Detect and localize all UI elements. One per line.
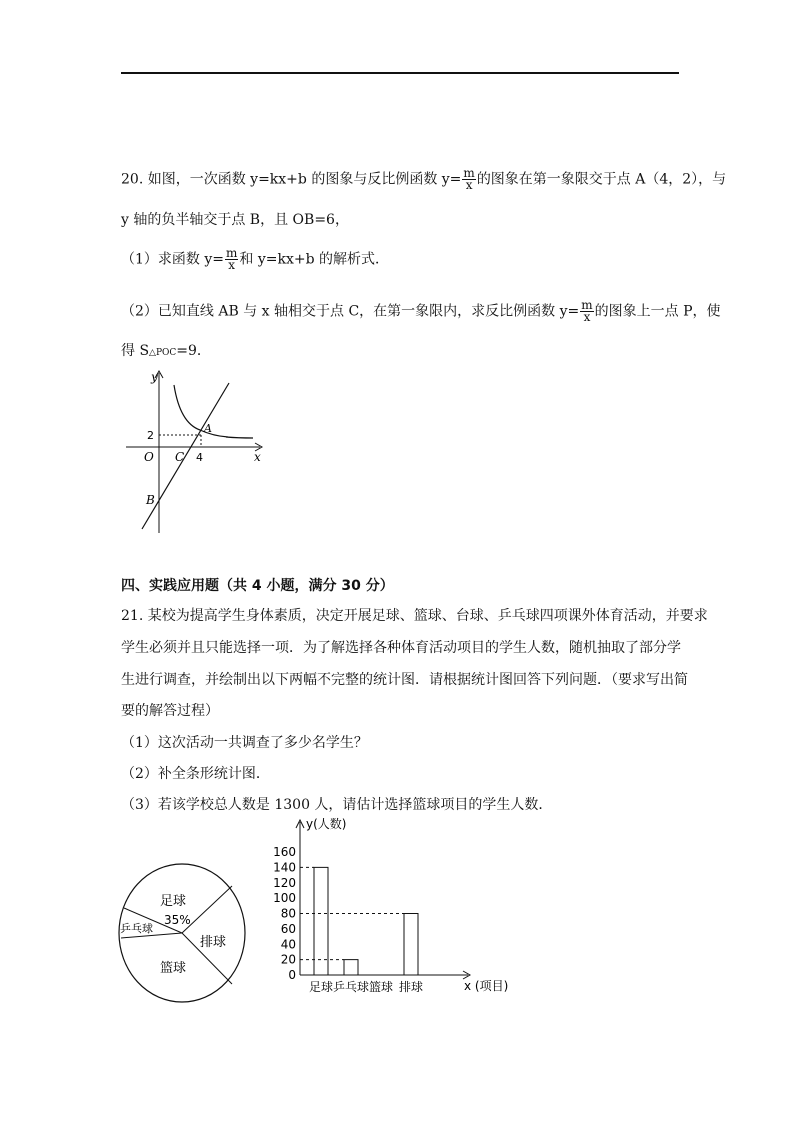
q21-sub-2: （2）补全条形统计图．	[121, 766, 270, 782]
label-b: B	[146, 493, 155, 507]
q20-part-2: （2）已知直线 AB 与 x 轴相交于点 C，在第一象限内，求反比例函数 y= $\frac{m}{x}$ 的图象上一点 P，使	[121, 298, 721, 324]
q20-part-1: （1）求函数 y= $\frac{m}{x}$ 和 y=kx+b 的解析式．	[121, 246, 390, 272]
y-tick-label: 60	[280, 921, 296, 936]
q21-line-4: 要的解答过程）	[121, 703, 219, 719]
q20-line-2: y 轴的负半轴交于点 B，且 OB=6，	[121, 212, 349, 228]
x-category-label: 排球	[398, 980, 424, 994]
y-tick-label: 80	[280, 906, 296, 921]
label-y: y	[151, 370, 158, 384]
section-4-heading: 四、实践应用题（共 4 小题，满分 30 分）	[121, 578, 394, 594]
q20-line-1	[121, 168, 726, 191]
tick-2: 2	[147, 429, 154, 442]
y-tick-label: 20	[280, 952, 296, 967]
pie-label-pingpong: 乒乓球	[120, 922, 153, 935]
fraction-m-over-x: $\frac{m}{x}$	[463, 166, 475, 192]
fraction-m-over-x: $\frac{m}{x}$	[226, 246, 238, 272]
pie-label-football: 足球	[160, 894, 187, 909]
pie-label-basketball: 篮球	[160, 961, 187, 976]
header-rule	[121, 72, 679, 74]
bar-3	[404, 914, 418, 976]
function-graph	[118, 363, 268, 538]
y-tick-label: 40	[280, 937, 296, 952]
q20-part-2-cont: 得 S△POC=9．	[121, 343, 211, 359]
q20-text-b: 的图象在第一象限交于点 A（4，2），与	[476, 171, 727, 188]
q20-text-a: 20. 如图，一次函数 y=kx+b 的图象与反比例函数 y=	[121, 171, 462, 188]
x-category-label: 乒乓球	[332, 980, 370, 994]
y-tick-label: 100	[273, 891, 296, 906]
pie-label-percent: 35%	[164, 913, 191, 927]
y-tick-label: 140	[273, 860, 296, 875]
bar-x-label: x (项目)	[464, 979, 509, 993]
bar-0	[314, 867, 328, 975]
line-ab	[142, 383, 229, 529]
label-c: C	[175, 450, 185, 464]
tick-4: 4	[196, 451, 203, 464]
q21-line-3: 生进行调查，并绘制出以下两幅不完整的统计图．请根据统计图回答下列问题．（要求写出简	[121, 672, 688, 688]
x-category-label: 篮球	[368, 980, 394, 994]
pie-chart	[114, 860, 254, 1010]
label-o: O	[144, 450, 154, 464]
q21-line-2: 学生必须并且只能选择一项．为了解选择各种体育活动项目的学生人数，随机抽取了部分学	[121, 640, 681, 656]
bar-1	[344, 960, 358, 975]
q21-sub-3: （3）若该学校总人数是 1300 人，请估计选择篮球项目的学生人数．	[121, 797, 553, 813]
q21-line-1: 21. 某校为提高学生身体素质，决定开展足球、篮球、台球、乒乓球四项课外体育活动，并要求	[121, 608, 708, 624]
y-tick-label: 0	[288, 968, 296, 982]
y-tick-label: 120	[273, 875, 296, 890]
hyperbola-curve	[174, 385, 253, 438]
q21-sub-1: （1）这次活动一共调查了多少名学生？	[121, 735, 368, 751]
label-x: x	[254, 450, 261, 464]
fraction-m-over-x: $\frac{m}{x}$	[581, 298, 593, 324]
label-a: A	[204, 422, 212, 435]
y-tick-label: 160	[273, 845, 296, 859]
bar-chart	[268, 812, 530, 998]
bar-y-label: y(人数)	[306, 817, 347, 831]
pie-label-volleyball: 排球	[200, 935, 227, 950]
x-category-label: 足球	[308, 980, 334, 994]
